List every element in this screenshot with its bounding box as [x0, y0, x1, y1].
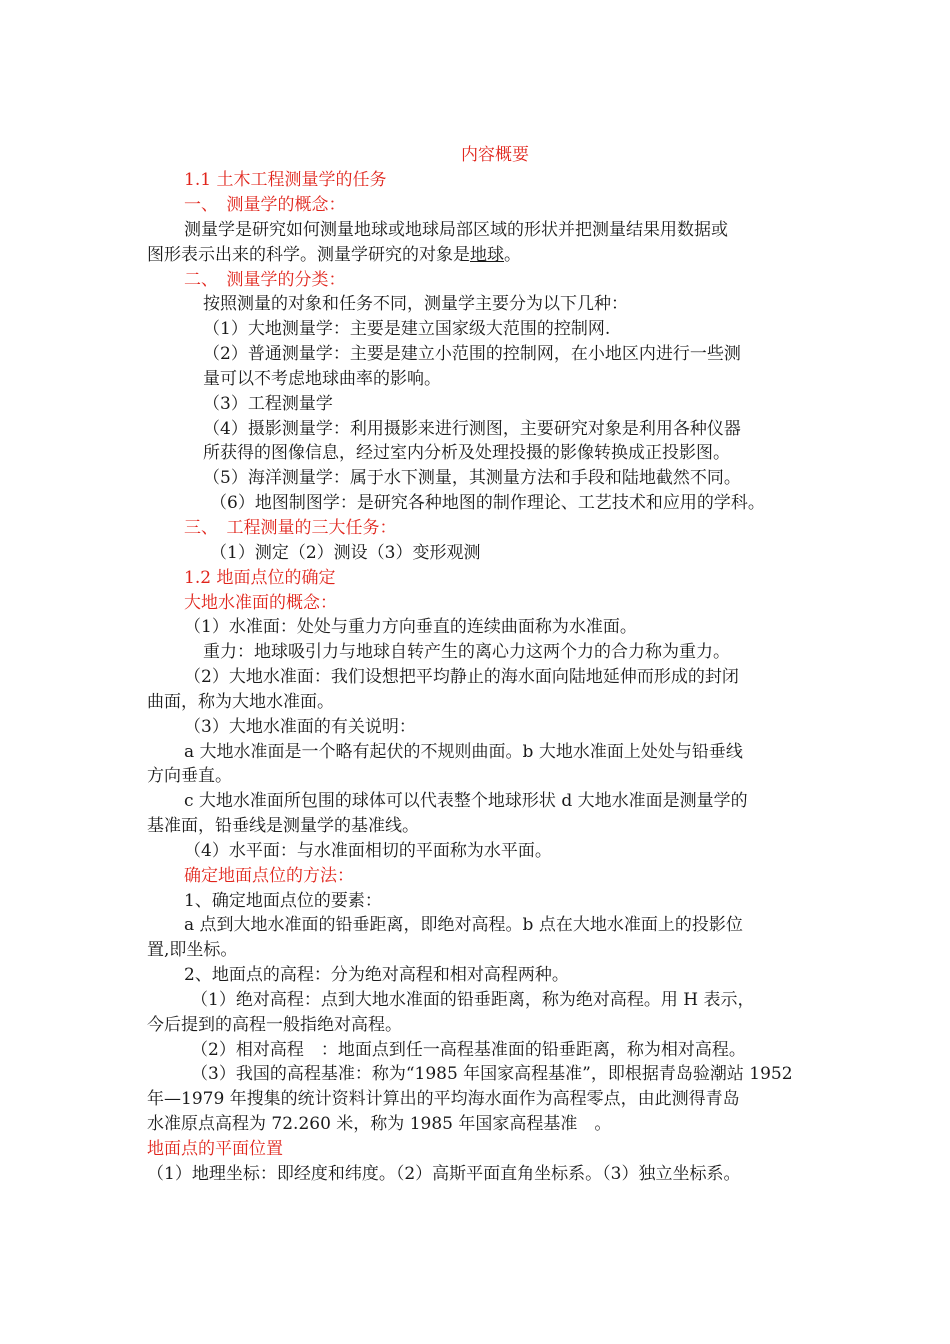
page-title: 内容概要: [461, 145, 529, 165]
paragraph-line: （2）大地水准面：我们设想把平均静止的海水面向陆地延伸而形成的封闭: [184, 667, 739, 687]
list-item-cont: 所获得的图像信息，经过室内分析及处理投摄的影像转换成正投影图。: [203, 443, 730, 463]
subheading-concept: 一、 测量学的概念：: [184, 195, 346, 215]
paragraph-line: （4）水平面：与水准面相切的平面称为水平面。: [184, 841, 552, 861]
paragraph-line: 方向垂直。: [147, 766, 232, 786]
paragraph-line: 2、地面点的高程：分为绝对高程和相对高程两种。: [184, 965, 569, 985]
paragraph-line: （1）水准面：处处与重力方向垂直的连续曲面称为水准面。: [184, 617, 637, 637]
section-heading-1-2: 1.2 地面点位的确定: [184, 568, 336, 588]
underlined-term: 地球: [470, 245, 504, 265]
list-item: （5）海洋测量学：属于水下测量，其测量方法和手段和陆地截然不同。: [203, 468, 741, 488]
paragraph-line: （3）大地水准面的有关说明：: [184, 717, 416, 737]
paragraph-line: 水准原点高程为 72.260 米，称为 1985 年国家高程基准 。: [147, 1114, 612, 1134]
list-item: （4）摄影测量学：利用摄影来进行测图，主要研究对象是利用各种仪器: [203, 419, 741, 439]
paragraph-line: 重力：地球吸引力与地球自转产生的离心力这两个力的合力称为重力。: [203, 642, 730, 662]
paragraph-line: （1）绝对高程：点到大地水准面的铅垂距离，称为绝对高程。用 H 表示，: [191, 990, 755, 1010]
paragraph-line: 基准面，铅垂线是测量学的基准线。: [147, 816, 419, 836]
paragraph-line: （1）测定（2）测设（3）变形观测: [210, 543, 481, 563]
paragraph-line: 按照测量的对象和任务不同，测量学主要分为以下几种：: [203, 294, 628, 314]
list-item: （2）普通测量学：主要是建立小范围的控制网，在小地区内进行一些测: [203, 344, 741, 364]
paragraph-line: 1、确定地面点位的要素：: [184, 891, 382, 911]
subheading-plane-position: 地面点的平面位置: [147, 1139, 283, 1159]
paragraph-line: 测量学是研究如何测量地球或地球局部区域的形状并把测量结果用数据或: [184, 220, 728, 240]
subheading-method: 确定地面点位的方法：: [184, 866, 354, 886]
paragraph-line: 图形表示出来的科学。测量学研究的对象是地球。: [147, 245, 521, 265]
paragraph-line: 曲面，称为大地水准面。: [147, 692, 334, 712]
list-item-cont: 量可以不考虑地球曲率的影响。: [203, 369, 441, 389]
section-heading-1-1: 1.1 土木工程测量学的任务: [184, 170, 387, 190]
subheading-classification: 二、 测量学的分类：: [184, 270, 346, 290]
subheading-tasks: 三、 工程测量的三大任务：: [184, 518, 397, 538]
list-item: （3）工程测量学: [203, 394, 333, 414]
paragraph-line: a 点到大地水准面的铅垂距离，即绝对高程。b 点在大地水准面上的投影位: [184, 915, 743, 935]
paragraph-line: （2）相对高程 ：地面点到任一高程基准面的铅垂距离，称为相对高程。: [191, 1040, 746, 1060]
paragraph-line: 今后提到的高程一般指绝对高程。: [147, 1015, 402, 1035]
paragraph-line: c 大地水准面所包围的球体可以代表整个地球形状 d 大地水准面是测量学的: [184, 791, 748, 811]
paragraph-line: （3）我国的高程基准：称为“1985 年国家高程基准”，即根据青岛验潮站 1952: [191, 1064, 793, 1084]
subheading-geoid: 大地水准面的概念：: [184, 593, 337, 613]
list-item: （1）大地测量学：主要是建立国家级大范围的控制网.: [203, 319, 611, 339]
paragraph-line: 年—1979 年搜集的统计资料计算出的平均海水面作为高程零点，由此测得青岛: [147, 1089, 740, 1109]
paragraph-line: a 大地水准面是一个略有起伏的不规则曲面。b 大地水准面上处处与铅垂线: [184, 742, 743, 762]
paragraph-line: （1）地理坐标：即经度和纬度。（2）高斯平面直角坐标系。（3）独立坐标系。: [147, 1164, 741, 1184]
list-item: （6）地图制图学：是研究各种地图的制作理论、工艺技术和应用的学科。: [210, 493, 765, 513]
paragraph-line: 置,即坐标。: [147, 940, 238, 960]
